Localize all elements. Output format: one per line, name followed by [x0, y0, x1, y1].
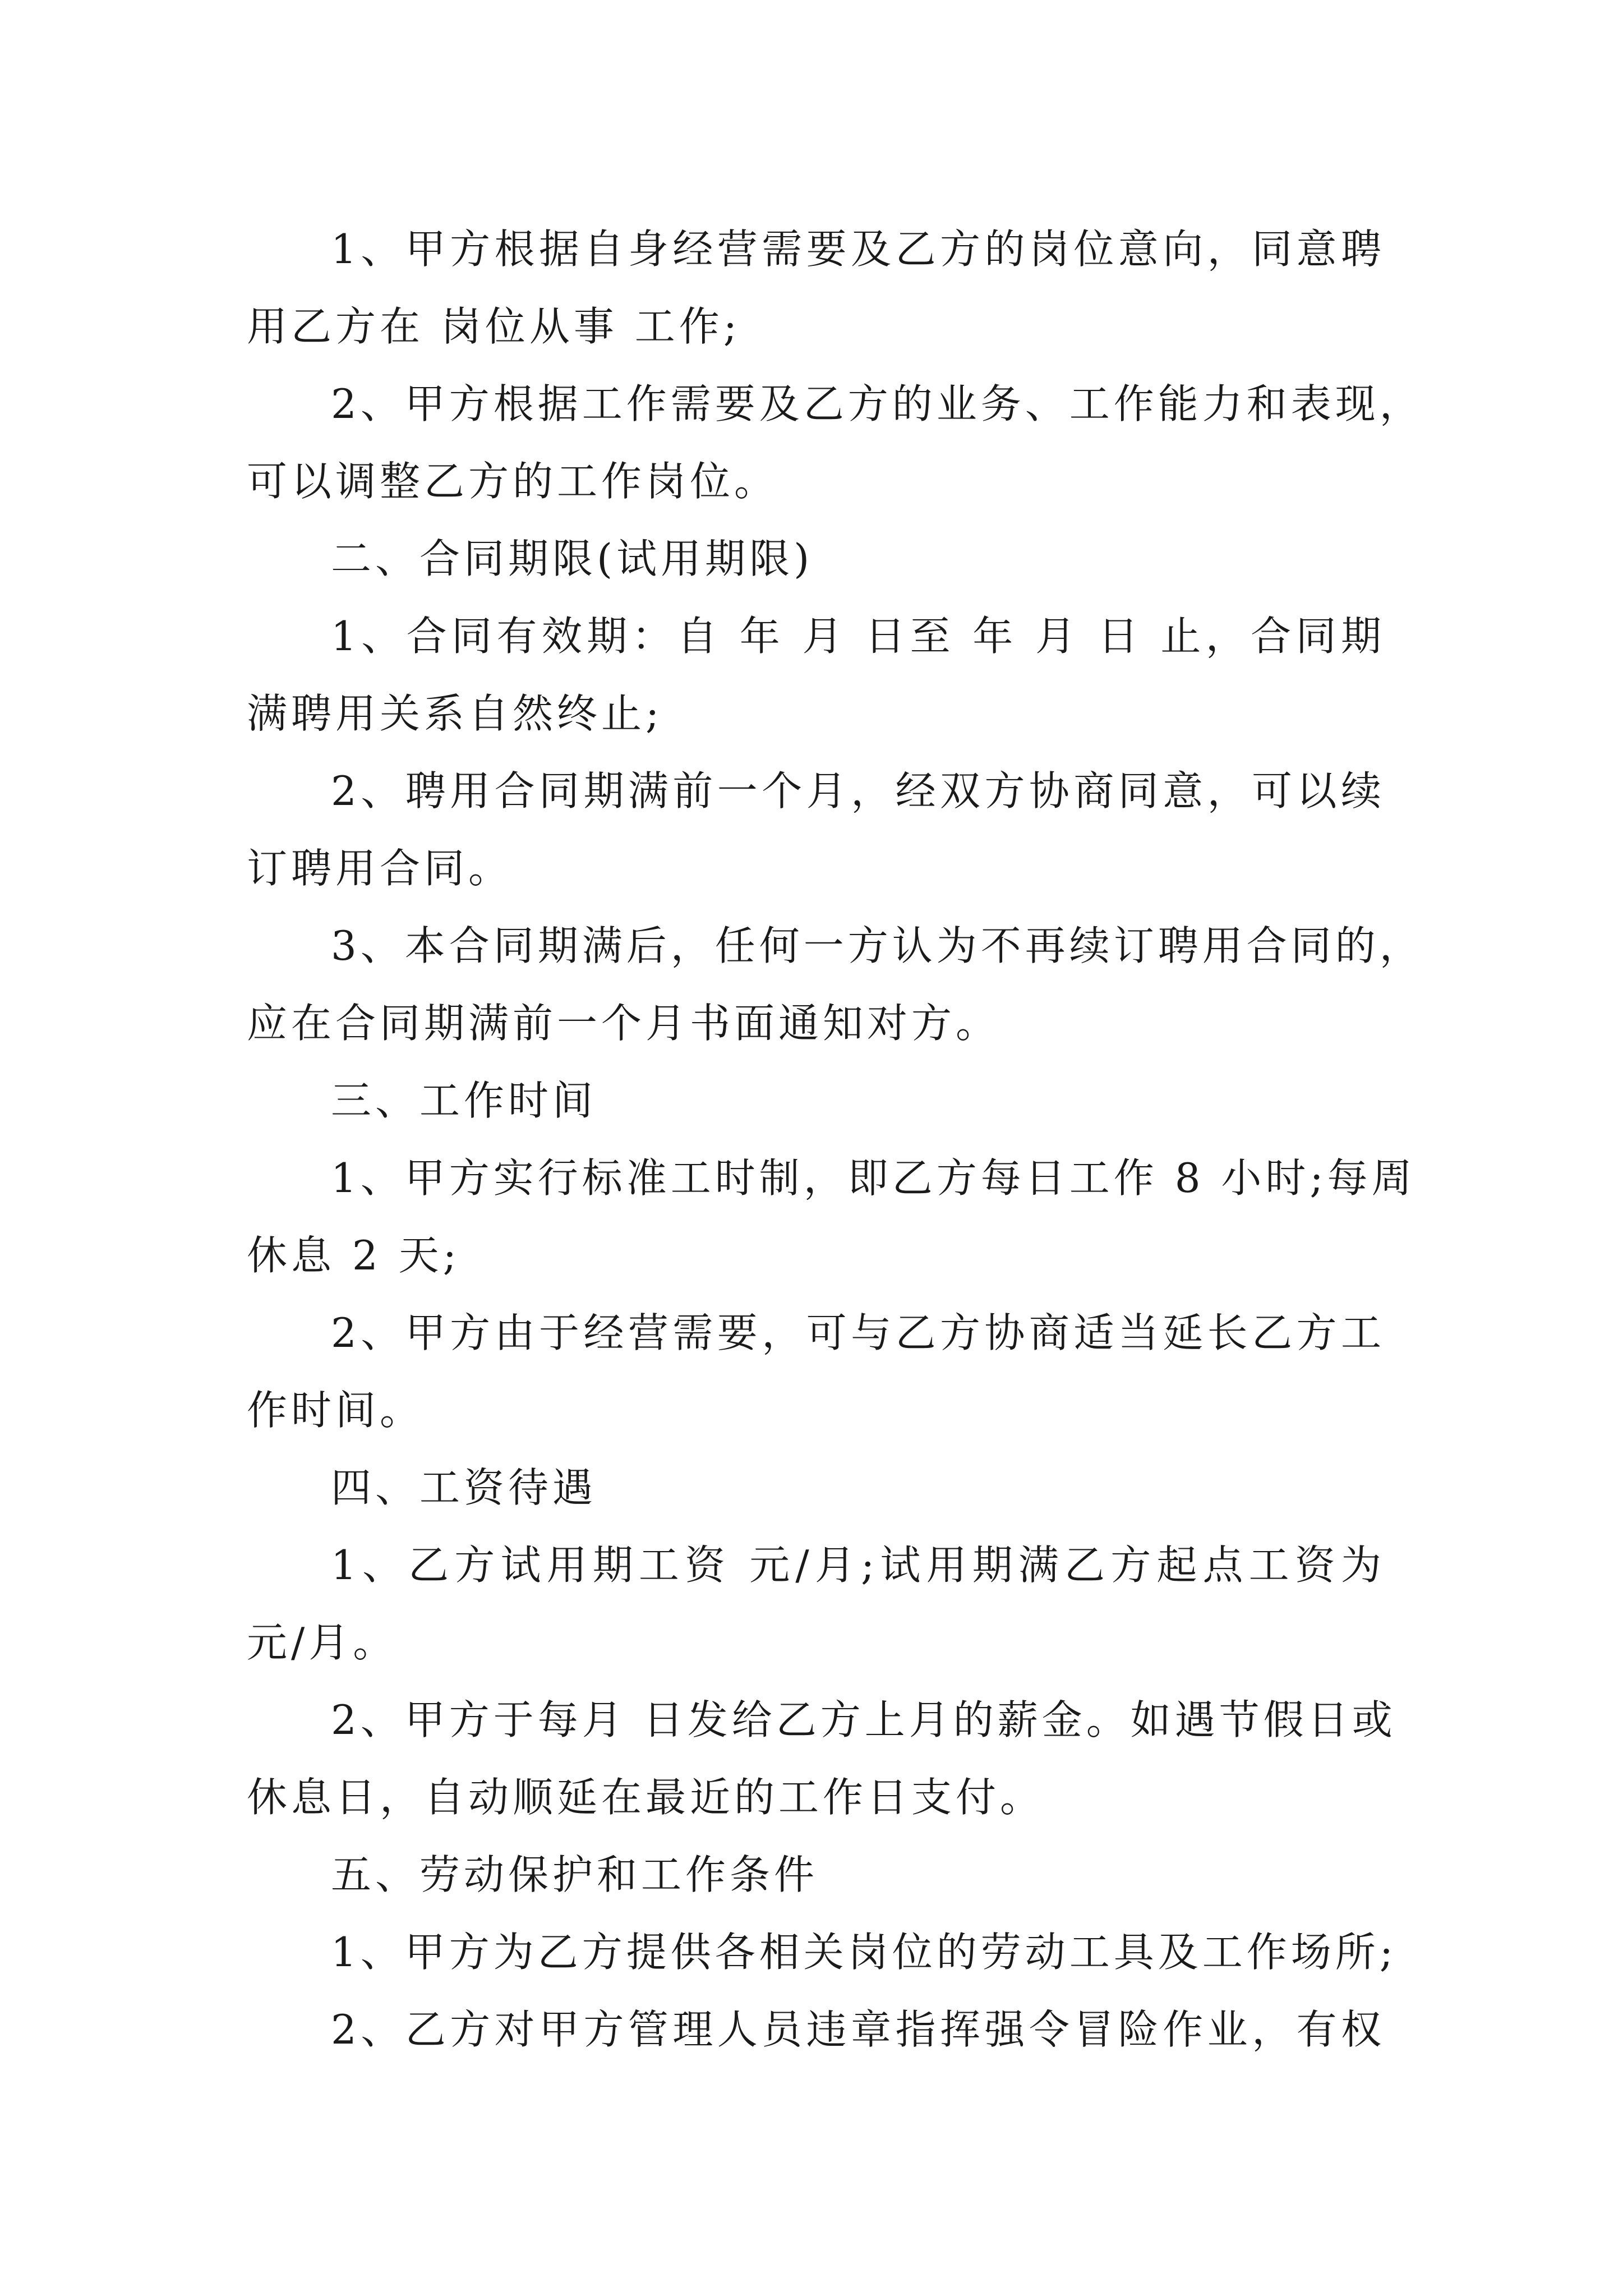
paragraph-line: 1、合同有效期：自 年 月 日至 年 月 日 止，合同期 — [331, 613, 1385, 660]
paragraph-line: 休息 2 天; — [247, 1232, 460, 1279]
paragraph-line: 1、甲方实行标准工时制，即乙方每日工作 8 小时;每周 — [331, 1154, 1416, 1202]
paragraph-line: 1、乙方试用期工资 元/月;试用期满乙方起点工资为 — [331, 1542, 1385, 1589]
paragraph-line: 用乙方在 岗位从事 工作; — [247, 303, 741, 350]
section-heading: 三、工作时间 — [331, 1077, 597, 1124]
paragraph-line: 1、甲方根据自身经营需要及乙方的岗位意向，同意聘 — [331, 226, 1385, 273]
paragraph-line: 2、乙方对甲方管理人员违章指挥强令冒险作业，有权 — [331, 2006, 1385, 2053]
section-heading: 二、合同期限(试用期限) — [331, 535, 814, 582]
contract-text-body — [247, 210, 1424, 2068]
paragraph-line: 1、甲方为乙方提供各相关岗位的劳动工具及工作场所; — [331, 1929, 1398, 1976]
paragraph-line: 应在合同期满前一个月书面通知对方。 — [247, 1000, 1000, 1047]
paragraph-line: 3、本合同期满后，任何一方认为不再续订聘用合同的， — [331, 922, 1424, 969]
paragraph-line: 2、甲方由于经营需要，可与乙方协商适当延长乙方工 — [331, 1309, 1385, 1356]
paragraph-line: 满聘用关系自然终止; — [247, 690, 663, 737]
section-heading: 四、工资待遇 — [331, 1464, 597, 1511]
paragraph-line: 休息日，自动顺延在最近的工作日支付。 — [247, 1774, 1045, 1821]
paragraph-line: 2、聘用合同期满前一个月，经双方协商同意，可以续 — [331, 767, 1385, 815]
paragraph-line: 订聘用合同。 — [247, 845, 513, 892]
section-heading: 五、劳动保护和工作条件 — [331, 1851, 819, 1898]
paragraph-line: 作时间。 — [247, 1387, 425, 1434]
paragraph-line: 可以调整乙方的工作岗位。 — [247, 458, 779, 505]
paragraph-line: 元/月。 — [247, 1619, 398, 1666]
paragraph-line: 2、甲方于每月 日发给乙方上月的薪金。如遇节假日或 — [331, 1696, 1396, 1743]
paragraph-line: 2、甲方根据工作需要及乙方的业务、工作能力和表现， — [331, 380, 1424, 427]
